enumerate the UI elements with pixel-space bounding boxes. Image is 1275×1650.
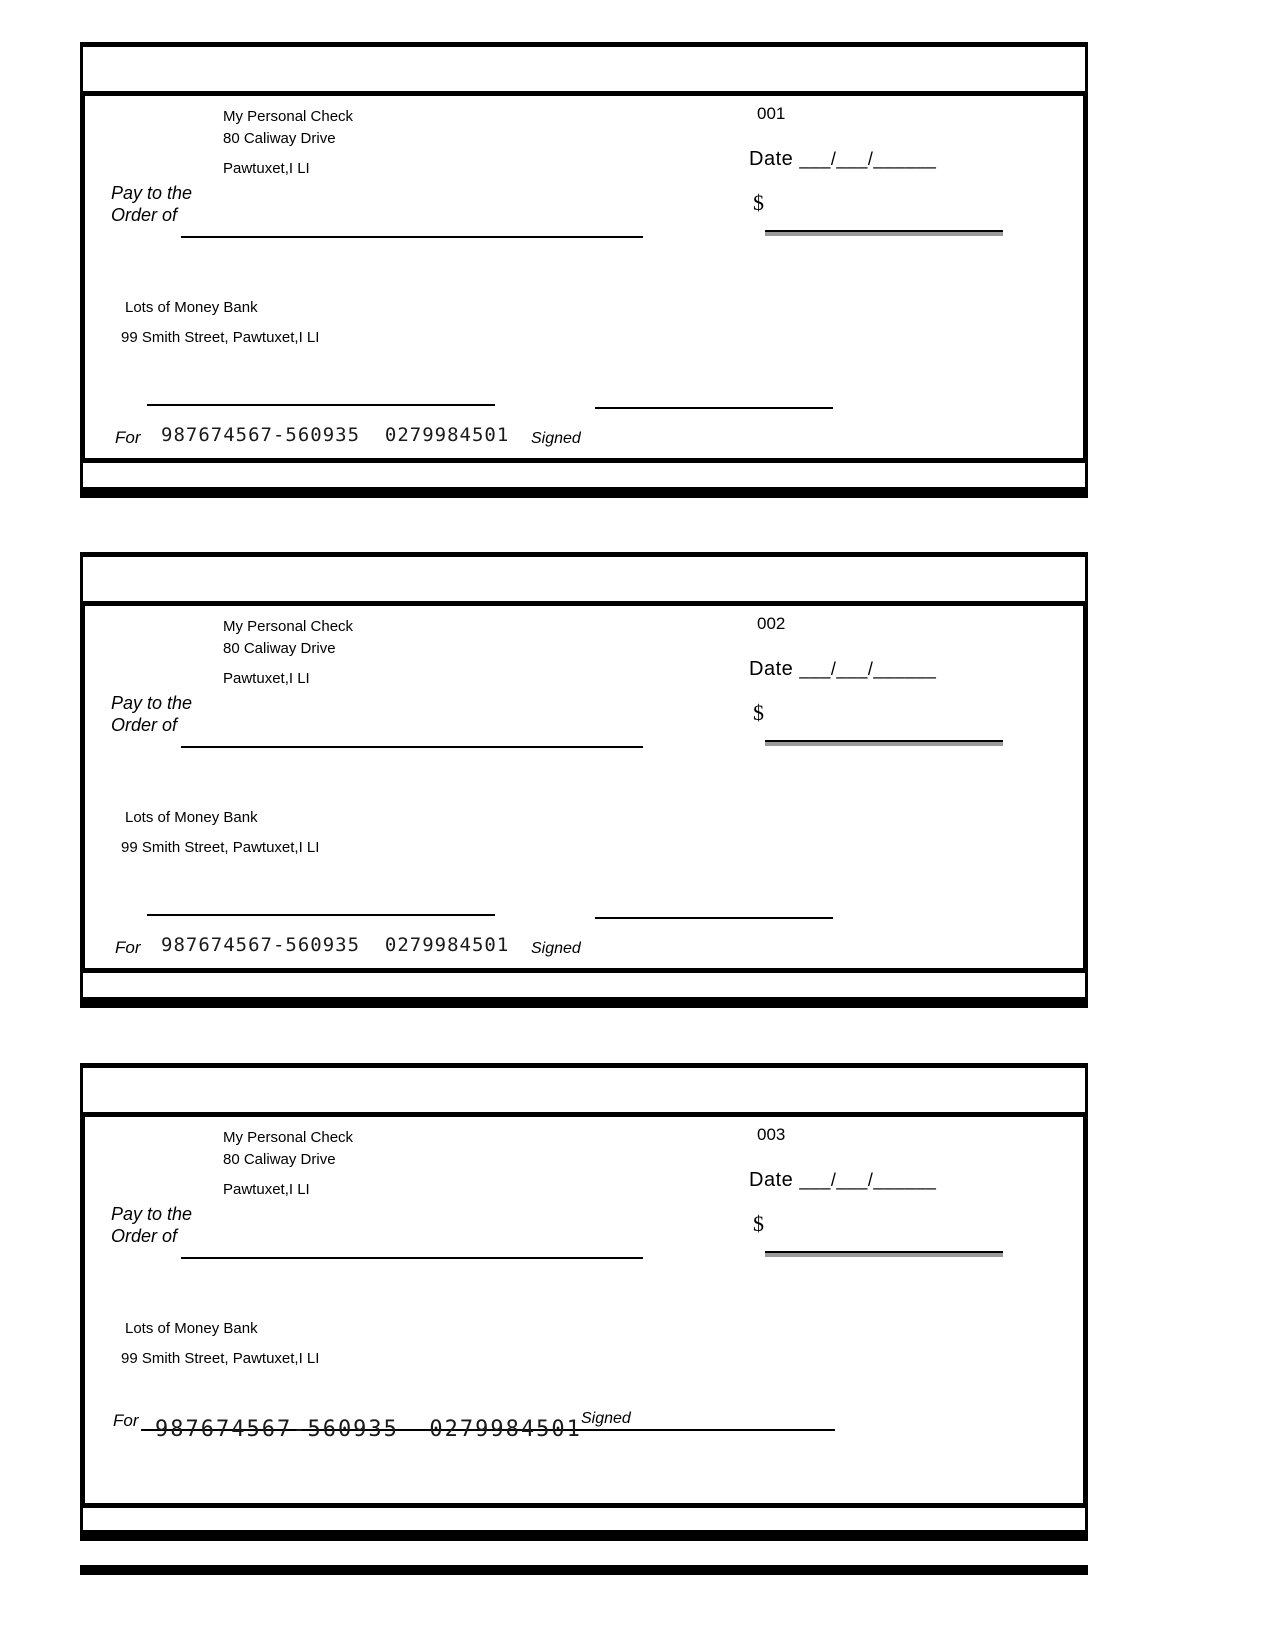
payer-block: [223, 1127, 353, 1201]
payer-city: Pawtuxet,I LI: [223, 670, 310, 687]
check-body-1: [80, 91, 1088, 463]
check-number: 002: [757, 614, 786, 633]
signed-label: Signed: [531, 430, 581, 447]
signature-line: [595, 367, 833, 409]
signature-line: [595, 877, 833, 919]
check-number: 001: [757, 104, 786, 123]
check-unit-2: [80, 552, 1088, 1008]
payer-address: 80 Caliway Drive: [223, 1151, 336, 1168]
signed-label: Signed: [581, 1410, 631, 1427]
payer-address: 80 Caliway Drive: [223, 130, 336, 147]
payer-city: Pawtuxet,I LI: [223, 1181, 310, 1198]
amount-line: [765, 1207, 1003, 1253]
pay-to-the-text: Pay to the: [111, 1204, 193, 1224]
date-row: [749, 658, 936, 681]
payer-name: My Personal Check: [223, 1129, 354, 1146]
bank-name: Lots of Money Bank: [125, 299, 258, 316]
date-blank-line: ___/___/______: [799, 149, 937, 169]
date-row: [749, 1169, 936, 1192]
date-blank-line: ___/___/______: [799, 1170, 937, 1190]
for-label: For: [113, 1411, 139, 1430]
pay-to-order-label: [111, 182, 192, 226]
payee-line: [181, 192, 643, 238]
order-of-text: Order of: [111, 1226, 178, 1246]
micr-numbers: 987674567-560935 0279984501: [155, 1417, 582, 1442]
dollar-sign: $: [753, 700, 764, 725]
payee-line: [181, 702, 643, 748]
date-row: [749, 148, 936, 171]
for-label: For: [115, 938, 141, 957]
order-of-text: Order of: [111, 715, 178, 735]
check-number: 003: [757, 1125, 786, 1144]
date-label: Date: [749, 148, 794, 170]
signed-label: Signed: [531, 940, 581, 957]
dollar-sign: $: [753, 1211, 764, 1236]
amount-line: [765, 696, 1003, 742]
bank-block: [121, 298, 320, 348]
amount-line: [765, 186, 1003, 232]
pay-to-order-label: [111, 692, 192, 736]
pay-to-order-label: [111, 1203, 192, 1247]
date-blank-line: ___/___/______: [799, 659, 937, 679]
bank-name: Lots of Money Bank: [125, 1320, 258, 1337]
check-unit-3: [80, 1063, 1088, 1541]
order-of-text: Order of: [111, 205, 178, 225]
micr-numbers: 987674567-560935 0279984501: [161, 934, 510, 956]
page-bottom-rule: [80, 1565, 1088, 1575]
check-body-3: [80, 1112, 1088, 1508]
bank-address: 99 Smith Street, Pawtuxet,I LI: [121, 1350, 320, 1367]
date-label: Date: [749, 1169, 794, 1191]
memo-line: [147, 874, 495, 916]
payer-name: My Personal Check: [223, 108, 354, 125]
payer-name: My Personal Check: [223, 618, 354, 635]
check-body-2: [80, 601, 1088, 973]
micr-numbers: 987674567-560935 0279984501: [161, 424, 510, 446]
bank-address: 99 Smith Street, Pawtuxet,I LI: [121, 839, 320, 856]
payer-block: [223, 616, 353, 690]
dollar-sign: $: [753, 190, 764, 215]
date-label: Date: [749, 658, 794, 680]
payee-line: [181, 1213, 643, 1259]
bank-block: [121, 808, 320, 858]
payer-address: 80 Caliway Drive: [223, 640, 336, 657]
bank-name: Lots of Money Bank: [125, 809, 258, 826]
bank-address: 99 Smith Street, Pawtuxet,I LI: [121, 329, 320, 346]
bank-block: [121, 1319, 320, 1369]
pay-to-the-text: Pay to the: [111, 693, 193, 713]
payer-city: Pawtuxet,I LI: [223, 160, 310, 177]
memo-line: [147, 364, 495, 406]
check-unit-1: [80, 42, 1088, 498]
pay-to-the-text: Pay to the: [111, 183, 193, 203]
for-label: For: [115, 428, 141, 447]
payer-block: [223, 106, 353, 180]
